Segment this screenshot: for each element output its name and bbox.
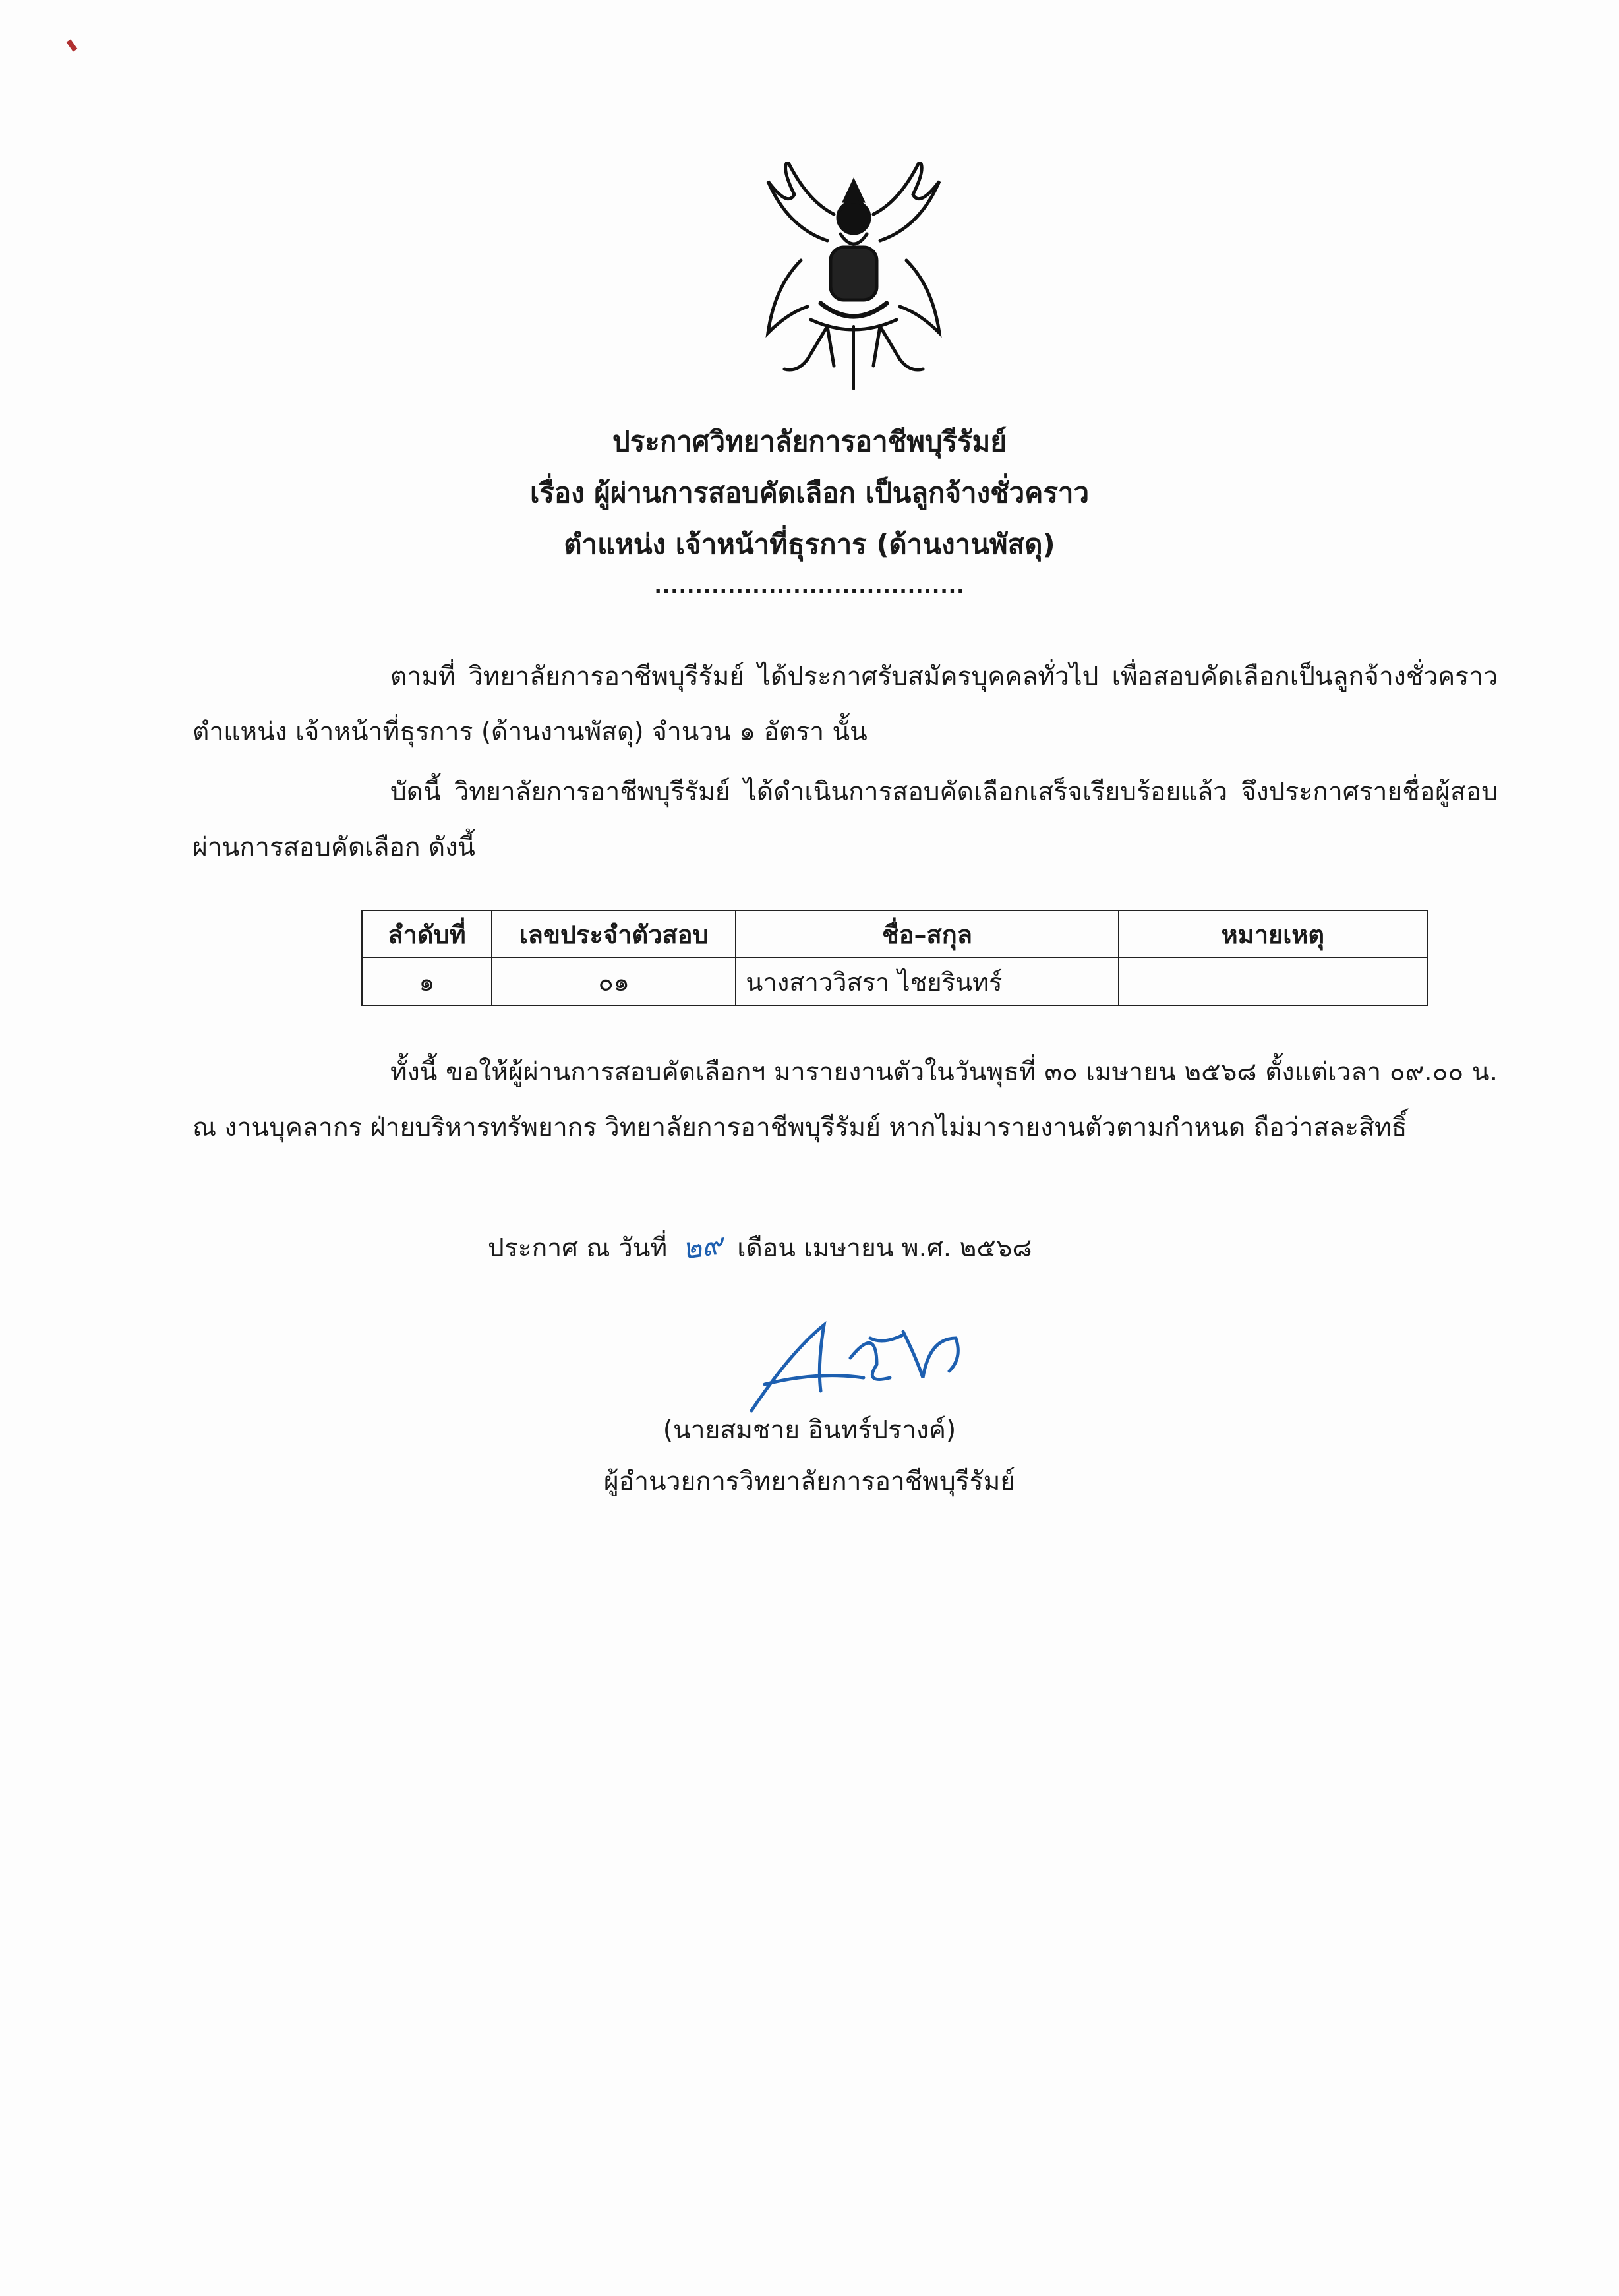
cell-order: ๑: [362, 958, 492, 1005]
table-row: [362, 958, 1427, 1005]
header-order: ลำดับที่: [362, 910, 492, 958]
announcement-subject: เรื่อง ผู้ผ่านการสอบคัดเลือก เป็นลูกจ้างชั่วคราว: [529, 477, 1090, 509]
header-full-name: ชื่อ–สกุล: [736, 910, 1118, 958]
paragraph-1-text: ตามที่ วิทยาลัยการอาชีพบุรีรัมย์ ได้ประกาศรับสมัครบุคคลทั่วไป เพื่อสอบคัดเลือกเป็นลูกจ้างชั่วคราว ตำแหน่ง เจ้าหน้าที่ธุรการ (ด้านงานพัสดุ) จำนวน ๑ อัตรา นั้น: [192, 662, 1498, 747]
paragraph-2-text: บัดนี้ วิทยาลัยการอาชีพบุรีรัมย์ ได้ดำเนินการสอบคัดเลือกเสร็จเรียบร้อยแล้ว จึงประกาศรายชื่อผู้สอบผ่านการสอบคัดเลือก ดังนี้: [192, 777, 1498, 862]
paragraph-2: [192, 765, 1498, 875]
garuda-emblem-icon: [748, 162, 959, 399]
table-header-row: [362, 910, 1427, 958]
signatory-title: ผู้อำนวยการวิทยาลัยการอาชีพบุรีรัมย์: [603, 1467, 1016, 1496]
paragraph-1: [192, 649, 1498, 760]
results-table: [361, 910, 1428, 1006]
cell-exam-id: ๐๑: [492, 958, 736, 1005]
scan-mark: [67, 39, 78, 51]
announcement-position: ตำแหน่ง เจ้าหน้าที่ธุรการ (ด้านงานพัสดุ): [564, 528, 1055, 560]
date-prefix: ประกาศ ณ วันที่: [488, 1233, 668, 1263]
header-remarks: หมายเหตุ: [1119, 910, 1427, 958]
paragraph-3: [192, 1045, 1498, 1156]
signature-icon: [738, 1312, 1015, 1417]
handwritten-day: ๒๙: [680, 1227, 724, 1267]
signatory-name: (นายสมชาย อินทร์ปรางค์): [662, 1415, 957, 1445]
title-separator: ......................................: [654, 575, 965, 598]
announcement-date: [488, 1227, 1032, 1268]
date-suffix: เดือน เมษายน พ.ศ. ๒๕๖๘: [737, 1233, 1032, 1263]
header-exam-id: เลขประจำตัวสอบ: [492, 910, 736, 958]
cell-full-name: นางสาววิสรา ไชยรินทร์: [736, 958, 1118, 1005]
announcement-title: ประกาศวิทยาลัยการอาชีพบุรีรัมย์: [612, 425, 1007, 457]
cell-remarks: [1119, 958, 1427, 1005]
paragraph-3-text: ทั้งนี้ ขอให้ผู้ผ่านการสอบคัดเลือกฯ มารายงานตัวในวันพุธที่ ๓๐ เมษายน ๒๕๖๘ ตั้งแต่เวลา ๐๙.๐๐ น. ณ งานบุคลากร ฝ่ายบริหารทรัพยากร วิทยาลัยการอาชีพบุรีรัมย์ หากไม่มารายงานตัวตามกำหนด ถือว่าสละสิทธิ์: [192, 1057, 1498, 1142]
